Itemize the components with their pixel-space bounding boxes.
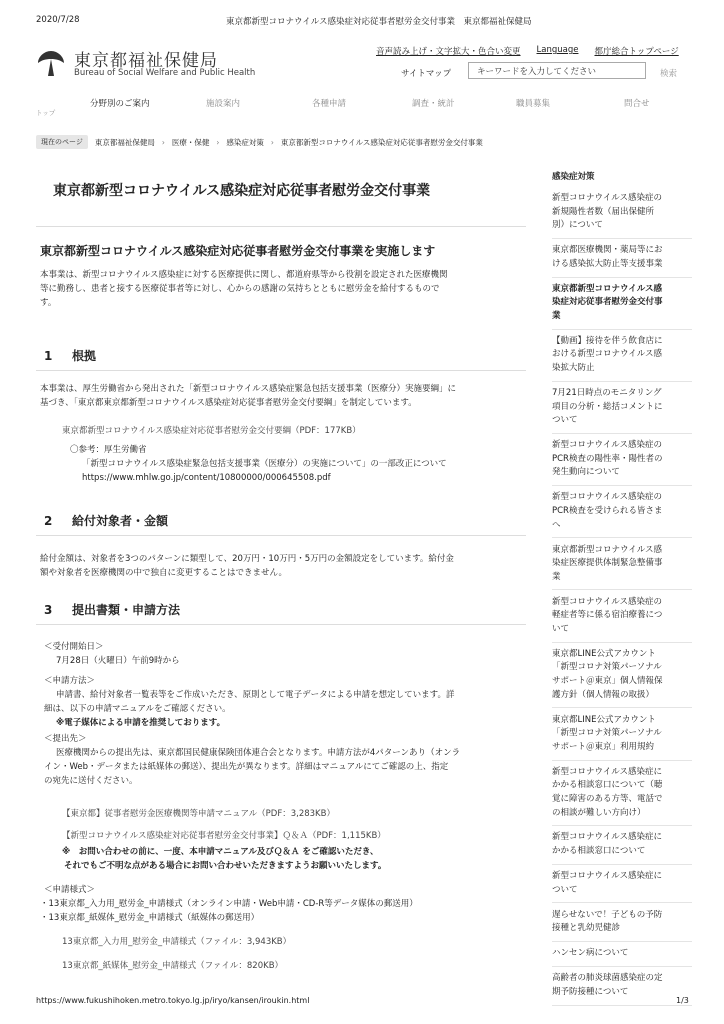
destination-label: ＜提出先＞ — [44, 734, 87, 744]
input-form-file-link[interactable]: 13東京都_入力用_慰労金_申請様式（ファイル：3,943KB） — [62, 937, 292, 947]
sidebar-item-line: 新型コロナウイルス感染症に — [552, 766, 662, 777]
sidebar-item-line: 新型コロナウイルス感染症の — [552, 492, 662, 503]
form-label: ＜申請様式＞ — [44, 885, 96, 895]
sidebar-item-line: 東京都医療機関・薬局等にお — [552, 245, 663, 256]
text-line: の宛先に送付ください。 — [44, 776, 138, 786]
nav-item-contact[interactable]: 問合せ — [624, 99, 650, 109]
sidebar-item[interactable] — [552, 544, 692, 591]
intro-paragraph — [40, 268, 526, 310]
sidebar-item-line: ついて — [552, 415, 578, 426]
sidebar-item-line: ハンセン病について — [552, 948, 629, 959]
sidebar-item-line: 高齢者の肺炎球菌感染症の定 — [552, 973, 663, 984]
sidebar-item-line: PCR検査を受けられる皆さま — [552, 505, 663, 516]
text-line: 額や対象者を医療機関の中で独自に変更することはできません。 — [40, 568, 288, 578]
reference-label: 〇参考：厚生労働省 — [70, 445, 147, 455]
global-nav — [36, 97, 692, 117]
sidebar-item[interactable] — [552, 714, 692, 761]
form-item: ・13東京都_入力用_慰労金_申請様式（オンライン申請・Web申請・CD-R等データ媒体の郵送用） — [40, 899, 418, 909]
sidebar-item-line: 護方針（個人情報の取扱） — [552, 689, 655, 700]
page-subtitle: 東京都新型コロナウイルス感染症対応従事者慰労金交付事業を実施します — [40, 244, 436, 258]
sidebar-item-line: 染症医療提供体制緊急整備事 — [552, 558, 663, 569]
search-button[interactable]: 検索 — [660, 69, 678, 79]
sidebar-item-line: サポート＠東京」個人情報保 — [552, 676, 663, 686]
qa-note — [62, 845, 522, 873]
text-line: 基づき、「東京都東京都新型コロナウイルス感染症対応従事者慰労金交付要綱」を制定しています。 — [40, 398, 417, 408]
section-heading-1 — [44, 347, 96, 364]
sidebar-item-line: 新規陽性者数（届出保健所 — [552, 206, 655, 217]
sidebar-item-line: へ — [552, 519, 561, 530]
sidebar-item[interactable] — [552, 831, 692, 864]
sidebar-item-line: かかる相談窓口について — [552, 846, 646, 857]
qa-pdf-link[interactable]: 【新型コロナウイルス感染症対応従事者慰労金交付事業】Ｑ＆Ａ（PDF：1,115KB） — [62, 831, 386, 841]
sitemap-link[interactable]: サイトマップ — [401, 69, 452, 79]
method-note: ※電子媒体による申請を推奨しております。 — [56, 718, 226, 728]
sidebar-item[interactable] — [552, 491, 692, 538]
sidebar-item-line: 新型コロナウイルス感染症の — [552, 440, 662, 451]
sidebar-item-line: 新型コロナウイルス感染症に — [552, 832, 662, 843]
sidebar-item[interactable] — [552, 870, 692, 903]
sidebar-item[interactable] — [552, 766, 692, 827]
section-title: 給付対象者・金額 — [72, 514, 169, 528]
accessibility-link[interactable]: 音声読み上げ・文字拡大・色合い変更 — [376, 47, 521, 57]
breadcrumb-item[interactable]: 東京都福祉保健局 — [94, 137, 155, 147]
print-url: https://www.fukushihoken.metro.tokyo.lg.jp/iryo/kansen/iroukin.html — [36, 996, 310, 1005]
logo-title: 東京都福祉保健局 — [74, 51, 218, 71]
sidebar-item-line: おける新型コロナウイルス感 — [552, 349, 662, 360]
sidebar-list — [552, 192, 692, 1006]
sidebar-item-line: 染拡大防止 — [552, 363, 595, 374]
nav-item-facilities[interactable]: 施設案内 — [206, 99, 241, 109]
sidebar-item-line: 項目の分析・総括コメントに — [552, 401, 663, 412]
divider — [36, 226, 526, 227]
chevron-right-icon: › — [161, 137, 165, 147]
text-line: 申請書、給付対象者一覧表等をご作成いただき、原則として電子データによる申請を想定しています。詳 — [56, 690, 455, 700]
sidebar-item-line: 業 — [552, 310, 561, 321]
metro-top-link[interactable]: 都庁総合トップページ — [594, 47, 679, 57]
sidebar-item-line: 染症対応従事者慰労金交付事 — [552, 297, 663, 308]
sidebar-item-line: 東京都LINE公式アカウント — [552, 714, 656, 725]
print-page-number: 1/3 — [676, 996, 689, 1005]
sidebar — [552, 170, 692, 1011]
sidebar-item-line: 「新型コロナ対策パーソナル — [552, 662, 662, 673]
sidebar-item-line: ついて — [552, 884, 578, 895]
guideline-pdf-link[interactable]: 東京都新型コロナウイルス感染症対応従事者慰労金交付要綱（PDF：177KB） — [62, 426, 361, 436]
form-item: ・13東京都_紙媒体_慰労金_申請様式（紙媒体の郵送用） — [40, 913, 260, 923]
site-logo[interactable] — [36, 46, 266, 82]
breadcrumb-item[interactable]: 医療・保健 — [171, 137, 210, 147]
sidebar-item-line: 新型コロナウイルス感染症に — [552, 871, 662, 882]
text-line: 等に勤務し、患者と接する医療従事者等に対し、心からの感謝の気持ちとともに慰労金を給付するもので — [40, 284, 440, 294]
sidebar-item-line: 東京都新型コロナウイルス感 — [552, 283, 662, 294]
text-line: イン・Web・データまたは紙媒体の郵送）、提出先が異なります。詳細はマニュアルにてご確認の上、指定 — [44, 762, 449, 772]
start-date: 7月28日（火曜日）午前9時から — [56, 656, 180, 666]
tokyo-emblem-icon — [36, 48, 66, 78]
sidebar-item-line: 期予防接種について — [552, 986, 629, 997]
sidebar-item[interactable] — [552, 439, 692, 486]
sidebar-item-line: 覚に障害のある方等、電話で — [552, 793, 663, 804]
form-list — [40, 883, 526, 925]
text-line: 本事業は、新型コロナウイルス感染症に対する医療提供に関し、都道府県等から役割を設定された医療機関 — [40, 270, 448, 280]
nav-top-link[interactable]: トップ — [36, 109, 56, 117]
sidebar-item[interactable] — [552, 192, 692, 239]
sidebar-item-line: 遅らせないで！子どもの予防 — [552, 909, 663, 920]
sidebar-item-line: 「新型コロナ対策パーソナル — [552, 728, 662, 739]
page-title: 東京都新型コロナウイルス感染症対応従事者慰労金交付事業 — [53, 183, 431, 199]
section-number: 2 — [44, 514, 53, 528]
breadcrumb-current-label: 現在のページ — [36, 135, 88, 149]
sidebar-item-line: 接種と乳幼児健診 — [552, 923, 621, 934]
divider — [36, 370, 526, 371]
sidebar-item[interactable] — [552, 648, 692, 709]
reference-url[interactable]: https://www.mhlw.go.jp/content/10800000/000645508.pdf — [82, 473, 331, 483]
start-label: ＜受付開始日＞ — [44, 642, 104, 652]
text-line: 給付金額は、対象者を3つのパターンに類型して、20万円・10万円・5万円の金額設定をしています。給付金 — [40, 554, 454, 564]
reference-block — [70, 443, 530, 485]
sidebar-item-line: の相談が難しい方向け） — [552, 807, 646, 818]
section1-body — [40, 382, 526, 410]
section-number: 1 — [44, 349, 53, 363]
breadcrumb-item-current: 東京都新型コロナウイルス感染症対応従事者慰労金交付事業 — [280, 137, 483, 147]
sidebar-item[interactable] — [552, 972, 692, 1005]
nav-item-statistics[interactable]: 調査・統計 — [412, 99, 455, 109]
sidebar-item — [552, 283, 692, 330]
sidebar-item-line: 東京都新型コロナウイルス感 — [552, 544, 662, 555]
section3-body — [44, 640, 526, 788]
breadcrumb-item[interactable]: 感染症対策 — [226, 137, 264, 147]
sidebar-item[interactable] — [552, 596, 692, 643]
nav-item-recruitment[interactable]: 職員募集 — [516, 99, 551, 109]
paper-form-file-link[interactable]: 13東京都_紙媒体_慰労金_申請様式（ファイル：820KB） — [62, 961, 284, 971]
breadcrumb — [36, 134, 692, 150]
divider — [36, 535, 526, 536]
sidebar-item-line: 【動画】接待を伴う飲食店に — [552, 335, 663, 346]
chevron-right-icon: › — [216, 137, 220, 147]
print-date: 2020/7/28 — [36, 15, 80, 25]
sidebar-item[interactable] — [552, 335, 692, 382]
reference-link[interactable]: 「新型コロナウイルス感染症緊急包括支援事業（医療分）の実施について」の一部改正について — [82, 459, 447, 469]
sidebar-item-line: PCR検査の陽性率・陽性者の — [552, 453, 663, 464]
sidebar-item-line: いて — [552, 623, 570, 634]
manual-pdf-link[interactable]: 【東京都】従事者慰労金医療機関等申請マニュアル（PDF：3,283KB） — [62, 809, 335, 819]
language-link[interactable]: Language — [536, 45, 579, 55]
print-title: 東京都新型コロナウイルス感染症対応従事者慰労金交付事業 東京都福祉保健局 — [226, 17, 532, 27]
sidebar-item-line: かかる相談窓口について（聴 — [552, 780, 663, 791]
text-line: 細は、以下の申請マニュアルをご確認ください。 — [44, 704, 231, 714]
text-line: す。 — [40, 298, 57, 308]
sidebar-item-line: 発生動向について — [552, 467, 620, 478]
sidebar-item-line: 別）について — [552, 220, 603, 231]
sidebar-title: 感染症対策 — [552, 172, 595, 182]
sidebar-item-line: 東京都LINE公式アカウント — [552, 648, 656, 659]
section-title: 提出書類・申請方法 — [72, 603, 181, 617]
logo-subtitle: Bureau of Social Welfare and Public Health — [74, 68, 256, 78]
utility-links — [376, 45, 679, 57]
nav-item-applications[interactable]: 各種申請 — [312, 99, 347, 109]
chevron-right-icon: › — [270, 137, 274, 147]
section-title: 根拠 — [72, 349, 97, 363]
method-label: ＜申請方法＞ — [44, 676, 96, 686]
text-line: 本事業は、厚生労働省から発出された「新型コロナウイルス感染症緊急包括支援事業（医療分）実施要綱」に — [40, 384, 456, 394]
sidebar-item-line: 新型コロナウイルス感染症の — [552, 596, 662, 607]
sidebar-item-line: 7月21日時点のモニタリング — [552, 388, 662, 399]
sidebar-item-line: サポート＠東京」利用規約 — [552, 741, 655, 752]
nav-item-guide[interactable]: 分野別のご案内 — [90, 99, 150, 109]
text-line: それでもご不明な点がある場合にお問い合わせいただきますようお願いいたします。 — [64, 861, 387, 871]
sidebar-item[interactable] — [552, 244, 692, 277]
sidebar-item-line: 新型コロナウイルス感染症の — [552, 193, 662, 203]
sidebar-item-line: 軽症者等に係る宿泊療養につ — [552, 610, 663, 621]
section-heading-2 — [44, 512, 168, 529]
section-heading-3 — [44, 601, 180, 618]
text-line: 医療機関からの提出先は、東京都国民健康保険団体連合会となります。申請方法が4パターンあり（オンラ — [56, 748, 461, 758]
sidebar-item[interactable] — [552, 947, 692, 967]
search-input[interactable] — [468, 62, 646, 79]
sidebar-item-line: ける感染拡大防止等支援事業 — [552, 258, 663, 269]
sidebar-item-line: 業 — [552, 571, 561, 582]
sidebar-item[interactable] — [552, 387, 692, 434]
section2-body — [40, 552, 526, 580]
text-line: ※ お問い合わせの前に、一度、本申請マニュアル及びＱ＆Ａ をご確認いただき、 — [62, 847, 379, 857]
section-number: 3 — [44, 603, 53, 617]
divider — [36, 624, 526, 625]
sidebar-item[interactable] — [552, 909, 692, 942]
